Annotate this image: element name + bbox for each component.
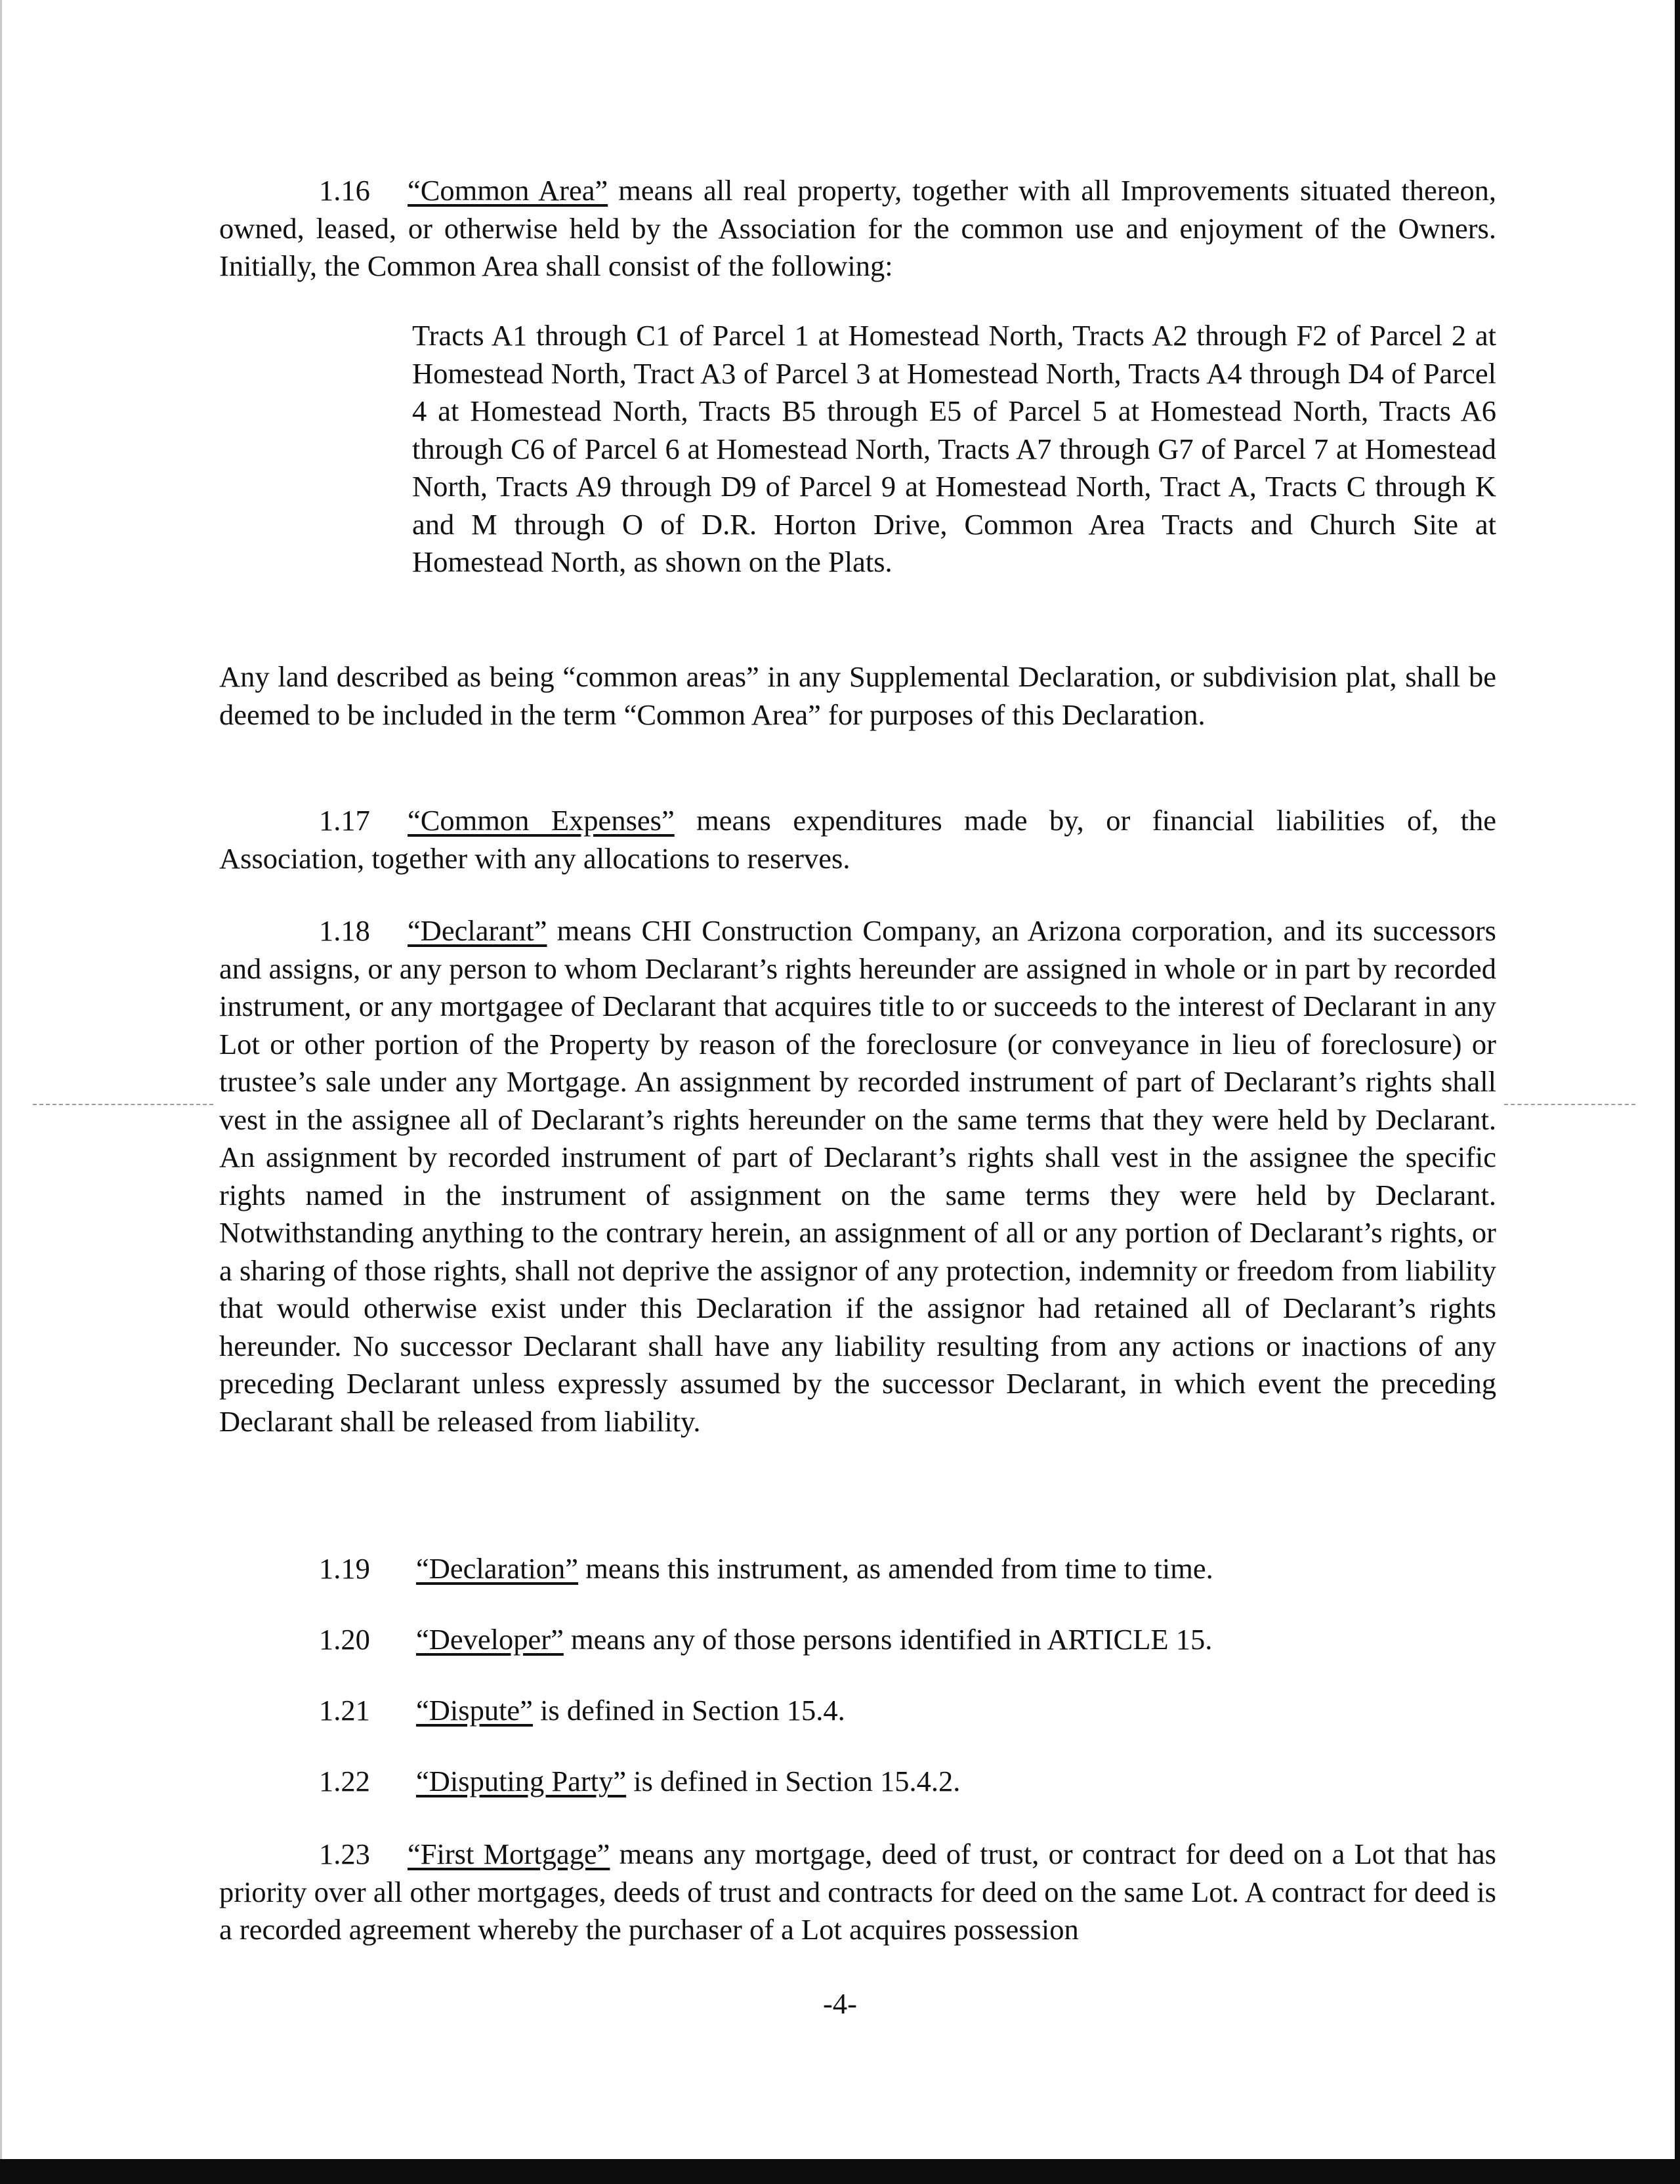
section-1-18 [219, 912, 1496, 1440]
section-1-17 [219, 802, 1496, 877]
definition-text: means any of those persons identified in ARTICLE 15. [563, 1623, 1213, 1656]
section-1-21 [319, 1692, 1496, 1730]
definition-text: is defined in Section 15.4. [532, 1694, 845, 1727]
margin-fold-line-right [1504, 1104, 1635, 1105]
section-1-23 [219, 1836, 1496, 1949]
scan-edge-right [1675, 0, 1680, 2184]
page-number: -4- [823, 1987, 857, 2020]
definition-text: means expenditures made by, or financial liabilities of, the Association, together with any allocations to reserves. [219, 804, 1496, 875]
section-number: 1.19 [319, 1552, 370, 1585]
defined-term: “Declaration” [416, 1552, 579, 1585]
section-number: 1.21 [319, 1694, 370, 1727]
margin-fold-line-left [33, 1104, 213, 1105]
defined-term: “Common Expenses” [408, 804, 675, 837]
common-area-tract-list: Tracts A1 through C1 of Parcel 1 at Homestead North, Tracts A2 through F2 of Parcel 2 at Homestead North, Tract A3 of Parcel 3 at Homestead North, Tracts A4 through D4 of Parcel 4 at Homestead North, Tracts B5 through E5 of Parcel 5 at Homestead North, Tracts A6 through C6 of Parcel 6 at Homestead North, Tracts A7 through G7 of Parcel 7 at Homestead North, Tracts A9 through D9 of Parcel 9 at Homestead North, Tract A, Tracts C through K and M through O of D.R. Horton Drive, Common Area Tracts and Church Site at Homestead North, as shown on the Plats. [412, 319, 1496, 578]
defined-term: “First Mortgage” [408, 1838, 610, 1870]
section-number: 1.22 [319, 1765, 370, 1797]
definition-text: means all real property, together with all Improvements situated thereon, owned, leased, or otherwise held by the Association for the common use and enjoyment of the Owners. Initially, the Common Area shall consist of the following: [219, 174, 1496, 282]
section-1-16 [219, 172, 1496, 285]
defined-term: “Common Area” [408, 174, 608, 207]
defined-term: “Disputing Party” [416, 1765, 627, 1797]
section-1-20 [319, 1621, 1496, 1659]
section-1-22 [319, 1763, 1496, 1801]
scan-edge-left [0, 0, 2, 2184]
definition-text: means CHI Construction Company, an Arizona corporation, and its successors and assigns, or any person to whom Declarant’s rights hereunder are assigned in whole or in part by recorded instrument, or any mortgagee of Declarant that acquires title to or succeeds to the interest of Declarant in any Lot or other portion of the Property by reason of the foreclosure (or conveyance in lieu of foreclosure) or trustee’s sale under any Mortgage. An assignment by recorded instrument of part of Declarant’s rights shall vest in the assignee all of Declarant’s rights hereunder on the same terms that they were held by Declarant. An assignment by recorded instrument of part of Declarant’s rights shall vest in the assignee the specific rights named in the instrument of assignment on the same terms they were held by Declarant. Notwithstanding anything to the contrary herein, an assignment of all or any portion of Declarant’s rights, or a sharing of those rights, shall not deprive the assignor of any protection, indemnity or freedom from liability that would otherwise exist under this Declaration if the assignor had retained all of Declarant’s rights hereunder. No successor Declarant shall have any liability resulting from any actions or inactions of any preceding Declarant unless expressly assumed by the successor Declarant, in which event the preceding Declarant shall be released from liability. [219, 914, 1496, 1438]
section-number: 1.23 [319, 1838, 370, 1870]
section-1-19 [319, 1550, 1496, 1588]
section-number: 1.16 [319, 174, 370, 207]
definition-text: is defined in Section 15.4.2. [626, 1765, 961, 1797]
defined-term: “Dispute” [416, 1694, 533, 1727]
section-number: 1.20 [319, 1623, 370, 1656]
section-number: 1.18 [319, 914, 370, 947]
common-area-supplemental-text: Any land described as being “common areas” in any Supplemental Declaration, or subdivision plat, shall be deemed to be included in the term “Common Area” for purposes of this Declaration. [219, 660, 1496, 731]
definition-text: means this instrument, as amended from time to time. [578, 1552, 1213, 1585]
defined-term: “Developer” [416, 1623, 564, 1656]
definition-text: means any mortgage, deed of trust, or contract for deed on a Lot that has priority over all other mortgages, deeds of trust and contracts for deed on the same Lot. A contract for deed is a recorded agreement whereby the purchaser of a Lot acquires possession [219, 1838, 1496, 1946]
section-number: 1.17 [319, 804, 370, 837]
scan-edge-bottom [0, 2159, 1680, 2184]
defined-term: “Declarant” [408, 914, 547, 947]
